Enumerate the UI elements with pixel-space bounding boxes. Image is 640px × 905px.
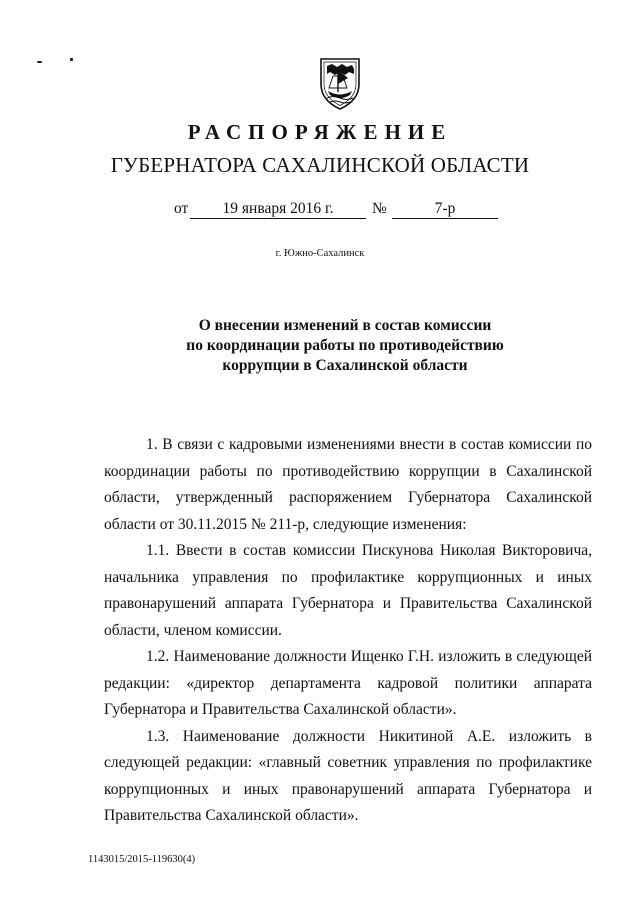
heading-line: О внесении изменений в состав комиссии (198, 317, 492, 334)
paragraph-1-1: 1.1. Ввести в состав комиссии Пискунова Николая Викторовича, начальника управления по профилактике коррупционных и иных правонарушений аппарата Губернатора и Правительства Сахалинской области, членом комиссии. (104, 542, 592, 639)
document-title: РАСПОРЯЖЕНИЕ (187, 120, 453, 144)
document-subtitle: ГУБЕРНАТОРА САХАЛИНСКОЙ ОБЛАСТИ (110, 153, 530, 177)
paragraph-1-3: 1.3. Наименование должности Никитиной А.Е. изложить в следующей редакции: «главный советник управления по профилактике коррупционных и иных правонарушений аппарата Губернатора и Правительства Сахалинской области». (104, 727, 592, 824)
heading-line: по координации работы по противодействию (186, 337, 504, 354)
paragraph-1: 1. В связи с кадровыми изменениями внести в состав комиссии по координации работы по противодействию коррупции в Сахалинской области, утвержденный распоряжением Губернатора Сахалинской области от 30.11.2015 № 211-р, следующие изменения: (104, 436, 592, 533)
date-prefix: от (174, 200, 189, 217)
document-date: 19 января 2016 г. (190, 200, 366, 219)
document-number: 7-р (392, 200, 498, 219)
city-label: г. Южно-Сахалинск (275, 248, 365, 259)
coat-of-arms-emblem (319, 58, 361, 110)
paragraph-1-2: 1.2. Наименование должности Ищенко Г.Н. изложить в следующей редакции: «директор департамента кадровой политики аппарата Губернатора и Правительства Сахалинской области». (104, 648, 592, 718)
scan-speck (70, 58, 73, 61)
document-body (104, 432, 592, 830)
document-heading (0, 316, 640, 376)
registration-code: 1143015/2015-119630(4) (88, 854, 196, 865)
scan-speck (37, 61, 42, 63)
heading-line: коррупции в Сахалинской области (222, 357, 468, 374)
number-prefix: № (372, 200, 387, 217)
